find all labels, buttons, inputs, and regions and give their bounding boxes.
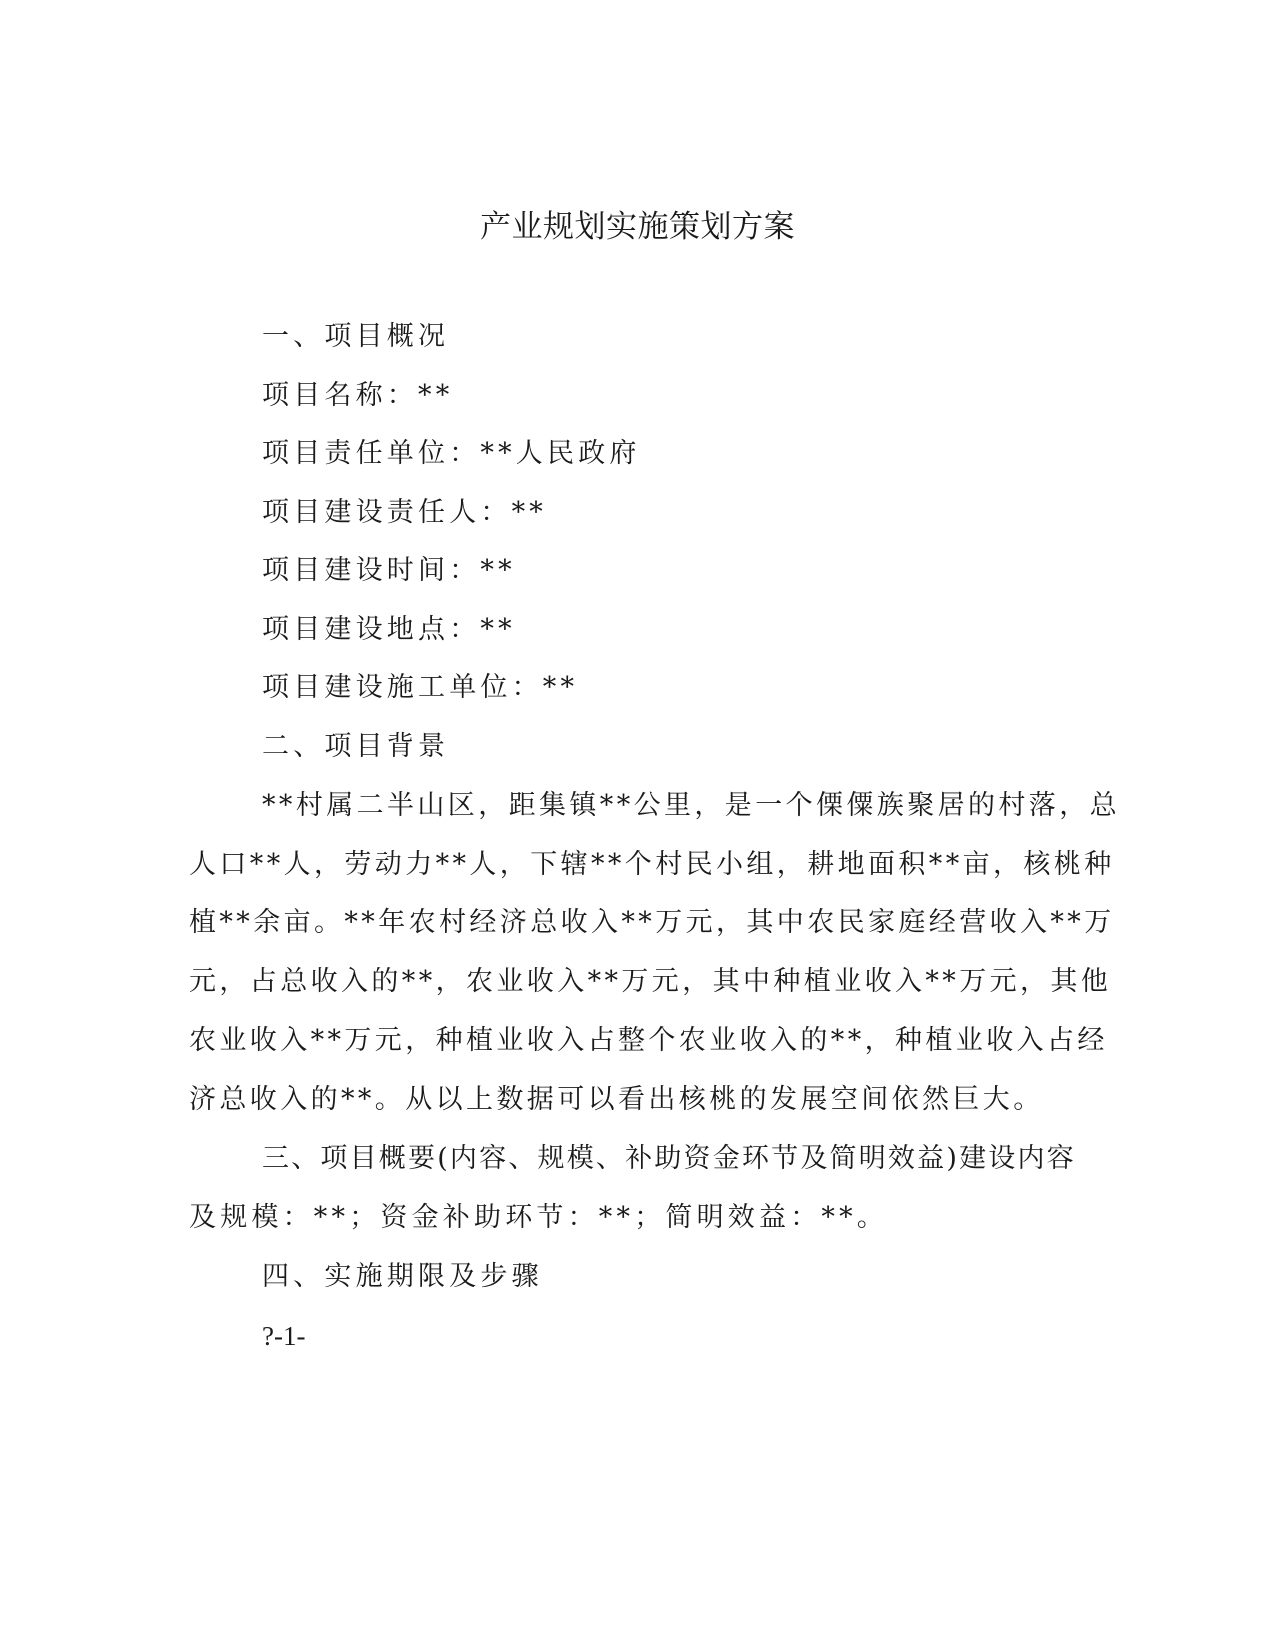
background-line: 农业收入**万元，种植业收入占整个农业收入的**，种植业收入占经 xyxy=(189,1025,1108,1056)
background-line: 元，占总收入的**，农业收入**万元，其中种植业收入**万元，其他 xyxy=(189,966,1112,997)
section3-line: 及规模：**；资金补助环节：**；简明效益：**。 xyxy=(189,1202,888,1233)
construction-time-line: 项目建设时间：** xyxy=(262,555,516,586)
background-line: **村属二半山区，距集镇**公里，是一个傈僳族聚居的村落，总 xyxy=(262,790,1120,821)
construction-contractor-line: 项目建设施工单位：** xyxy=(262,672,579,703)
document-title: 产业规划实施策划方案 xyxy=(480,209,795,245)
responsible-unit-line: 项目责任单位：**人民政府 xyxy=(262,438,641,469)
section4-heading: 四、实施期限及步骤 xyxy=(262,1261,543,1292)
section1-heading: 一、项目概况 xyxy=(262,321,450,352)
background-line: 济总收入的**。从以上数据可以看出核桃的发展空间依然巨大。 xyxy=(189,1084,1044,1115)
construction-site-line: 项目建设地点：** xyxy=(262,614,516,645)
background-line: 植**余亩。**年农村经济总收入**万元，其中农民家庭经营收入**万 xyxy=(189,907,1115,938)
responsible-person-line: 项目建设责任人：** xyxy=(262,497,547,528)
section2-heading: 二、项目背景 xyxy=(262,731,450,762)
section3-line: 三、项目概要(内容、规模、补助资金环节及简明效益)建设内容 xyxy=(262,1143,1076,1174)
project-name-line: 项目名称：** xyxy=(262,380,454,411)
background-line: 人口**人，劳动力**人，下辖**个村民小组，耕地面积**亩，核桃种 xyxy=(189,849,1115,880)
page-number: ?-1- xyxy=(262,1321,306,1351)
